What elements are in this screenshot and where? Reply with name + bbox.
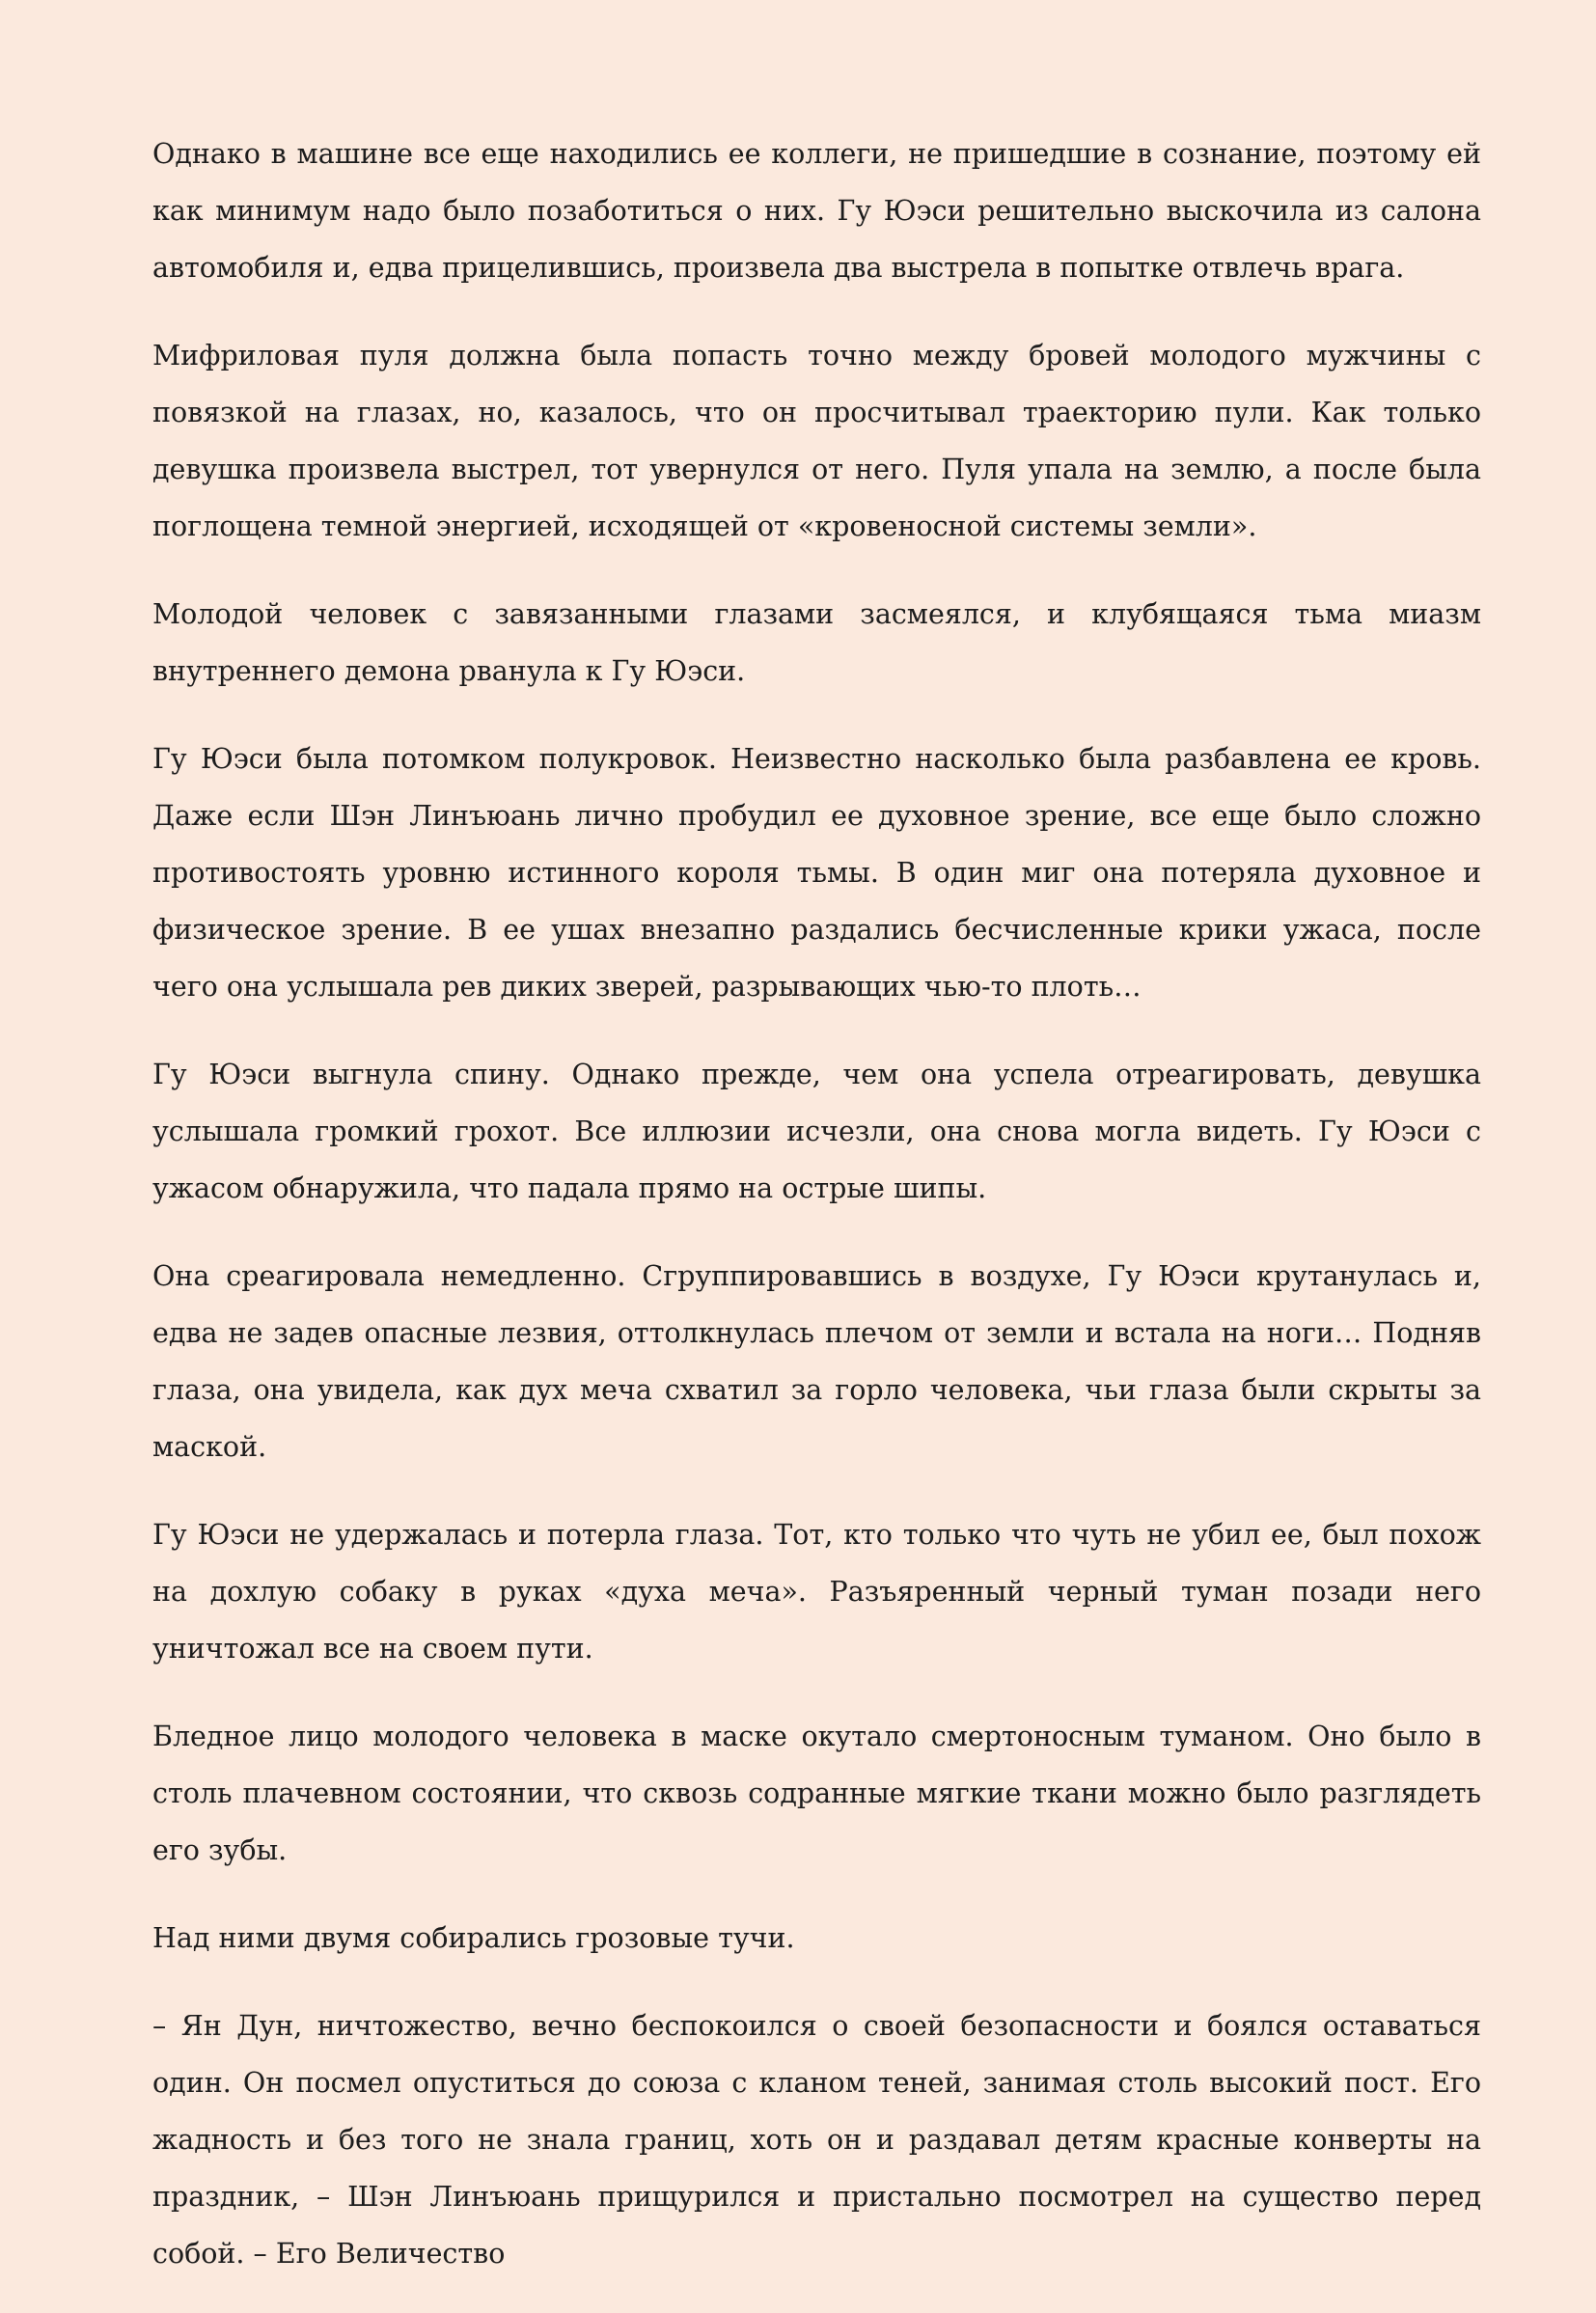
paragraph: Гу Юэси выгнула спину. Однако прежде, чем она успела отреагировать, девушка услышала громкий грохот. Все иллюзии исчезли, она снова могла видеть. Гу Юэси с ужасом обнаружила, что падала прямо на острые шипы.: [152, 1059, 1481, 1204]
paragraph: Гу Юэси не удержалась и потерла глаза. Тот, кто только что чуть не убил ее, был похож на дохлую собаку в руках «духа меча». Разъяренный черный туман позади него уничтожал все на своем пути.: [152, 1519, 1481, 1665]
paragraph: – Ян Дун, ничтожество, вечно беспокоился о своей безопасности и боялся оставаться один. Он посмел опуститься до союза с кланом теней, занимая столь высокий пост. Его жадность и без того не знала границ, хоть он и раздавал детям красные конверты на праздник, – Шэн Линъюань прищурился и пристально посмотрел на существо перед собой. – Его Величество: [152, 2010, 1481, 2270]
paragraph: Над ними двумя собирались грозовые тучи.: [152, 1922, 795, 1954]
paragraph: Бледное лицо молодого человека в маске окутало смертоносным туманом. Оно было в столь плачевном состоянии, что сквозь содранные мягкие ткани можно было разглядеть его зубы.: [152, 1721, 1481, 1866]
document-body: [152, 125, 1481, 2313]
paragraph: Она среагировала немедленно. Сгруппировавшись в воздухе, Гу Юэси крутанулась и, едва не задев опасные лезвия, оттолкнулась плечом от земли и встала на ноги… Подняв глаза, она увидела, как дух меча схватил за горло человека, чьи глаза были скрыты за маской.: [152, 1260, 1481, 1463]
paragraph: Молодой человек с завязанными глазами засмеялся, и клубящаяся тьма миазм внутреннего демона рванула к Гу Юэси.: [152, 598, 1481, 687]
paragraph: Гу Юэси была потомком полукровок. Неизвестно насколько была разбавлена ее кровь. Даже если Шэн Линъюань лично пробудил ее духовное зрение, все еще было сложно противостоять уровню истинного короля тьмы. В один миг она потеряла духовное и физическое зрение. В ее ушах внезапно раздались бесчисленные крики ужаса, после чего она услышала рев диких зверей, разрывающих чью-то плоть…: [152, 743, 1481, 1003]
paragraph: Однако в машине все еще находились ее коллеги, не пришедшие в сознание, поэтому ей как минимум надо было позаботиться о них. Гу Юэси решительно выскочила из салона автомобиля и, едва прицелившись, произвела два выстрела в попытке отвлечь врага.: [152, 138, 1481, 284]
paragraph: Мифриловая пуля должна была попасть точно между бровей молодого мужчины с повязкой на глазах, но, казалось, что он просчитывал траекторию пули. Как только девушка произвела выстрел, тот увернулся от него. Пуля упала на землю, а после была поглощена темной энергией, исходящей от «кровеносной системы земли».: [152, 340, 1481, 542]
